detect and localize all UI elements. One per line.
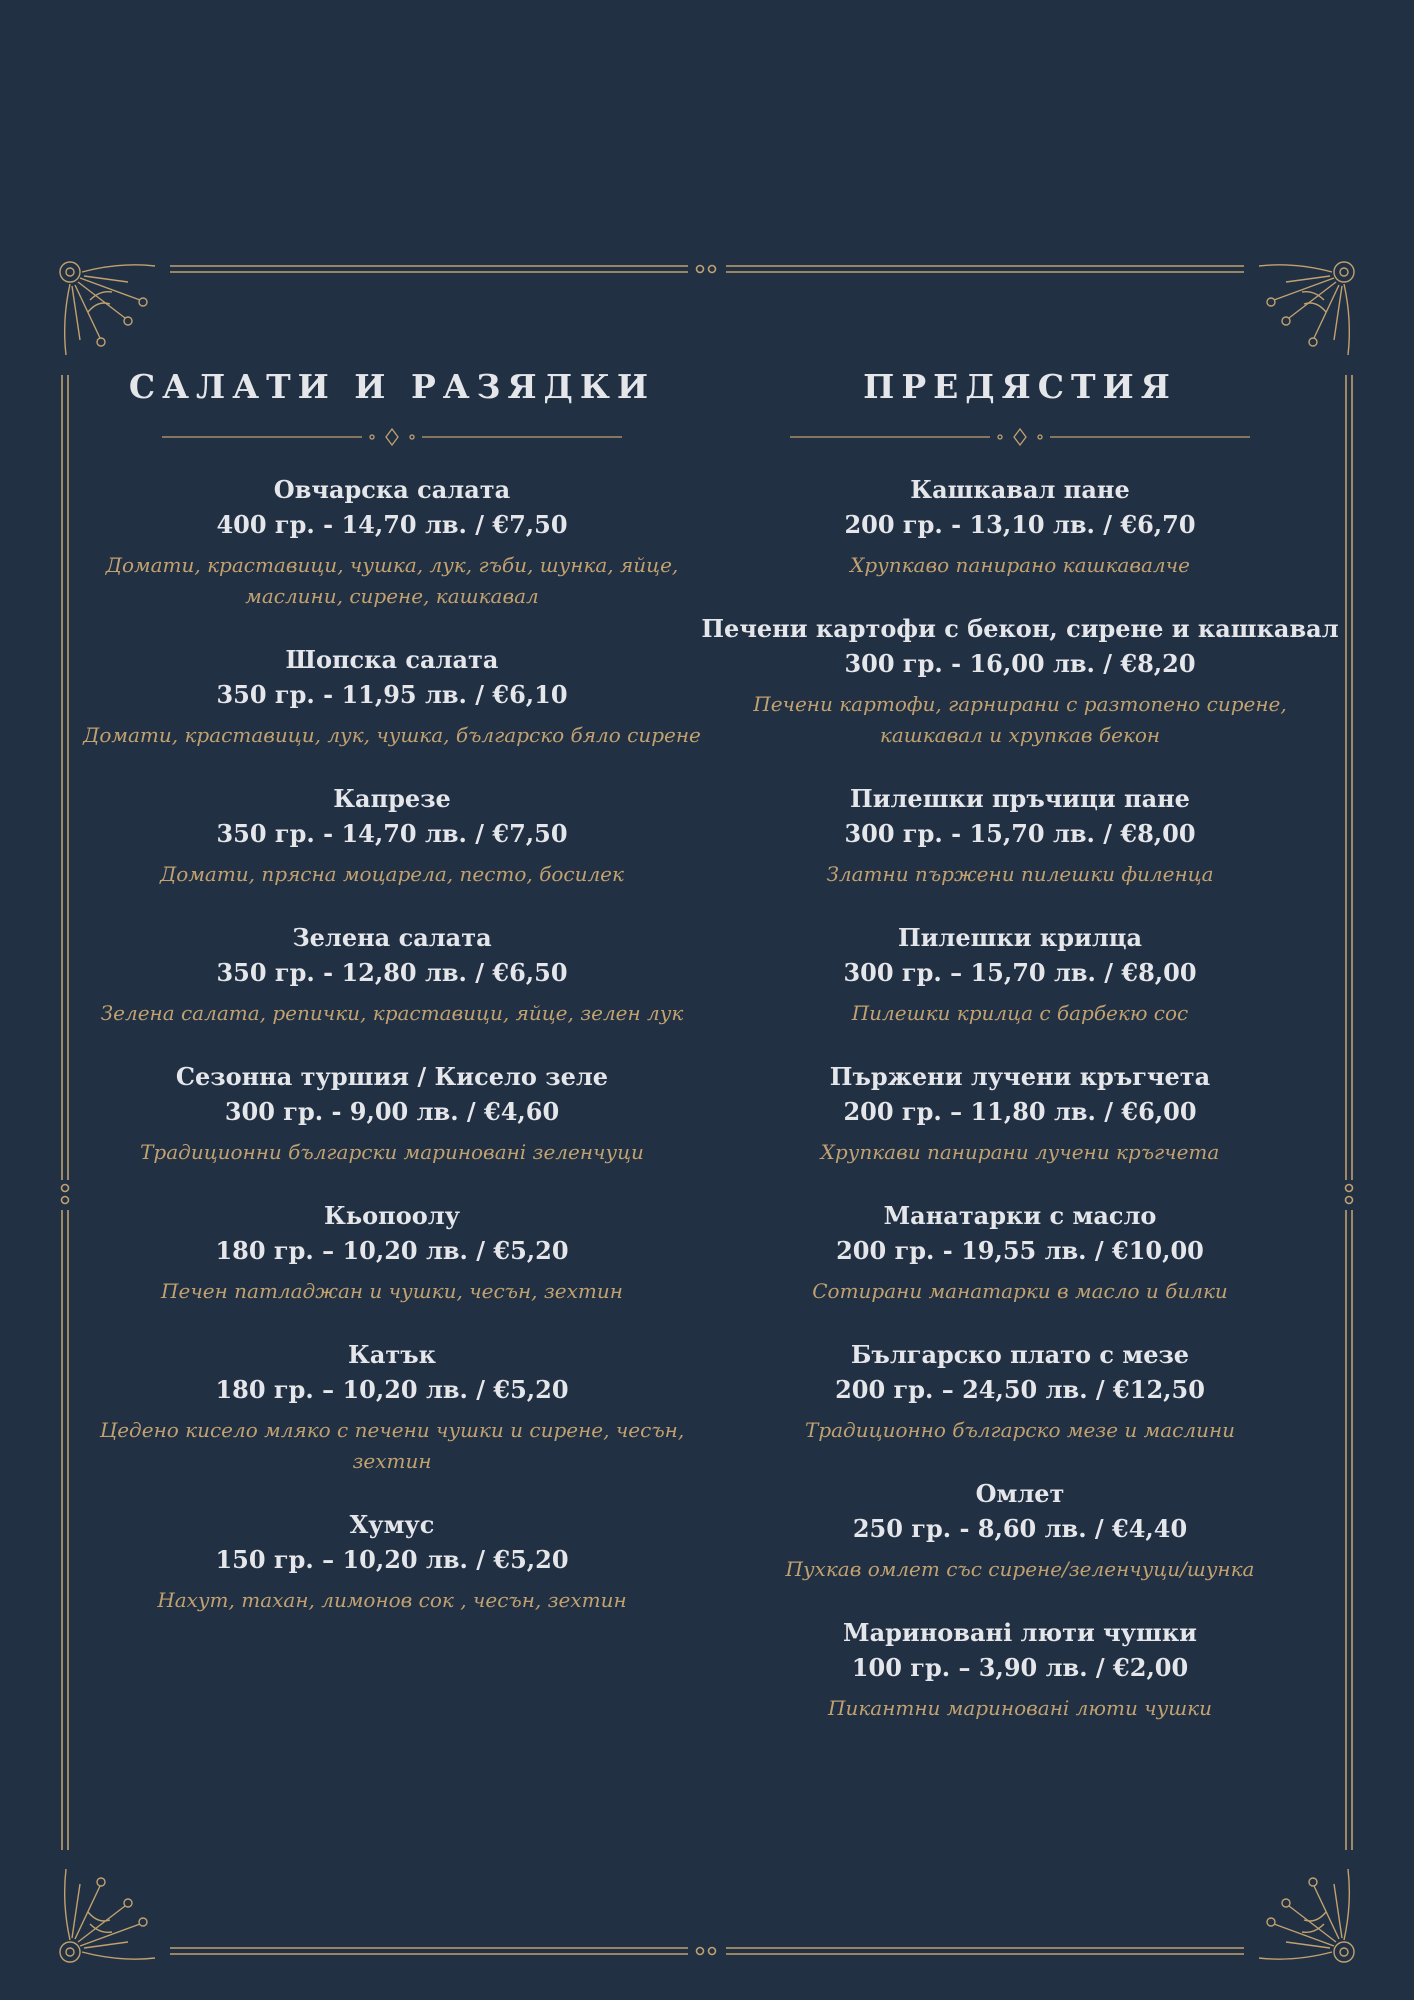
item-description: Пухкав омлет със сирене/зеленчуци/шунка xyxy=(785,1557,1255,1581)
menu-item xyxy=(700,1476,1340,1585)
item-name: Манатарки с масло xyxy=(883,1201,1157,1230)
menu-item xyxy=(72,472,712,612)
menu-item xyxy=(700,611,1340,751)
item-price: 400 гр. - 14,70 лв. / €7,50 xyxy=(216,510,568,539)
menu-item xyxy=(700,1337,1340,1446)
menu-item xyxy=(700,920,1340,1029)
item-price: 200 гр. - 13,10 лв. / €6,70 xyxy=(844,510,1196,539)
item-price: 180 гр. – 10,20 лв. / €5,20 xyxy=(215,1375,569,1404)
menu-item xyxy=(72,920,712,1029)
item-name: Печени картофи с бекон, сирене и кашкавал xyxy=(701,614,1339,643)
salads-column xyxy=(72,350,712,1646)
item-price: 350 гр. - 11,95 лв. / €6,10 xyxy=(216,680,568,709)
item-name: Кашкавал пане xyxy=(910,475,1130,504)
item-name: Катък xyxy=(348,1340,436,1369)
item-name: Хумус xyxy=(349,1510,435,1539)
item-price: 300 гр. - 16,00 лв. / €8,20 xyxy=(844,649,1196,678)
menu-item xyxy=(700,1198,1340,1307)
item-description: Печени картофи, гарнирани с разтопено сирене, кашкавал и хрупкав бекон xyxy=(753,692,1287,747)
menu-item xyxy=(72,1337,712,1477)
item-description: Пикантни маринованi люти чушки xyxy=(828,1696,1212,1720)
menu-item xyxy=(72,642,712,751)
item-description: Домати, прясна моцарела, песто, босилек xyxy=(160,862,624,886)
item-price: 180 гр. – 10,20 лв. / €5,20 xyxy=(215,1236,569,1265)
item-price: 200 гр. – 11,80 лв. / €6,00 xyxy=(843,1097,1197,1126)
item-name: Овчарска салата xyxy=(273,475,511,504)
item-description: Традиционно българско мезе и маслини xyxy=(804,1418,1236,1442)
item-price: 350 гр. - 12,80 лв. / €6,50 xyxy=(216,958,568,987)
item-description: Печен патладжан и чушки, чесън, зехтин xyxy=(161,1279,623,1303)
item-name: Българско плато с мезе xyxy=(850,1340,1190,1369)
item-price: 300 гр. - 9,00 лв. / €4,60 xyxy=(224,1097,560,1126)
item-description: Нахут, тахан, лимонов сок , чесън, зехтин xyxy=(157,1588,627,1612)
item-name: Пилешки пръчици пане xyxy=(850,784,1190,813)
menu-item xyxy=(72,781,712,890)
item-description: Пилешки крилца с барбекю сос xyxy=(851,1001,1189,1025)
item-name: Маринованi люти чушки xyxy=(843,1618,1197,1647)
menu-item xyxy=(72,1059,712,1168)
title-divider xyxy=(790,428,1250,446)
item-name: Шопска салата xyxy=(285,645,499,674)
section-title-appetizers: ПРЕДЯСТИЯ xyxy=(863,367,1177,406)
item-price: 300 гр. - 15,70 лв. / €8,00 xyxy=(844,819,1196,848)
item-description: Домати, краставици, лук, чушка, българско бяло сирене xyxy=(83,723,701,747)
item-price: 350 гр. - 14,70 лв. / €7,50 xyxy=(216,819,568,848)
menu-item xyxy=(72,1198,712,1307)
item-price: 200 гр. - 19,55 лв. / €10,00 xyxy=(836,1236,1204,1265)
item-name: Сезонна туршия / Кисело зеле xyxy=(175,1062,609,1091)
item-price: 200 гр. – 24,50 лв. / €12,50 xyxy=(835,1375,1205,1404)
item-name: Зелена салата xyxy=(292,923,492,952)
menu-item xyxy=(700,472,1340,581)
item-price: 100 гр. – 3,90 лв. / €2,00 xyxy=(851,1653,1189,1682)
item-description: Традиционни български маринованi зеленчуци xyxy=(140,1140,644,1164)
menu-item xyxy=(700,1615,1340,1724)
menu-item xyxy=(700,781,1340,890)
item-description: Цедено кисело мляко с печени чушки и сирене, чесън, зехтин xyxy=(99,1418,685,1473)
item-name: Пържени лучени кръгчета xyxy=(829,1062,1211,1091)
item-description: Сотирани манатарки в масло и билки xyxy=(812,1279,1228,1303)
item-description: Зелена салата, репички, краставици, яйце, зелен лук xyxy=(100,1001,684,1025)
menu-item xyxy=(700,1059,1340,1168)
item-description: Златни пържени пилешки филенца xyxy=(826,862,1214,886)
item-description: Хрупкаво панирано кашкавалче xyxy=(850,553,1190,577)
title-divider xyxy=(162,428,622,446)
section-title-salads: САЛАТИ И РАЗЯДКИ xyxy=(128,367,656,406)
item-price: 250 гр. - 8,60 лв. / €4,40 xyxy=(852,1514,1188,1543)
item-name: Капрезе xyxy=(333,784,451,813)
item-price: 300 гр. – 15,70 лв. / €8,00 xyxy=(843,958,1197,987)
menu-item xyxy=(72,1507,712,1616)
item-price: 150 гр. – 10,20 лв. / €5,20 xyxy=(215,1545,569,1574)
appetizers-column xyxy=(700,350,1340,1754)
item-name: Омлет xyxy=(975,1479,1065,1508)
item-description: Домати, краставици, чушка, лук, гъби, шунка, яйце, маслини, сирене, кашкавал xyxy=(105,553,679,608)
item-name: Пилешки крилца xyxy=(897,923,1143,952)
item-description: Хрупкави панирани лучени кръгчета xyxy=(820,1140,1220,1164)
item-name: Кьопоолу xyxy=(324,1201,460,1230)
